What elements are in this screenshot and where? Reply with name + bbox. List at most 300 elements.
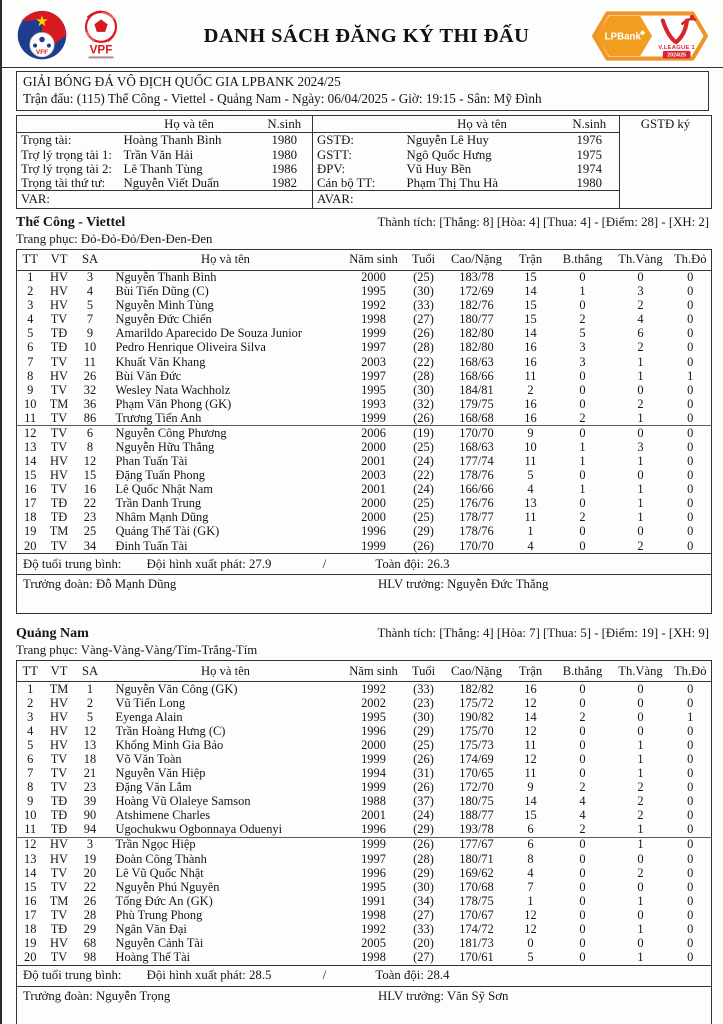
vff-logo-icon — [16, 9, 68, 63]
cell-goals: 0 — [579, 425, 586, 440]
official-born: 1975 — [576, 147, 603, 162]
header-divider — [2, 67, 723, 68]
cell-age: (31) — [413, 766, 434, 781]
cell-born: 1992 — [361, 298, 386, 313]
cell-vt: TV — [50, 440, 68, 454]
cell-hw: 177/67 — [459, 837, 494, 852]
cell-red: 0 — [687, 852, 694, 866]
cell-vt: HV — [50, 284, 68, 299]
vleague-lpbank-badge-icon — [591, 10, 709, 62]
cell-hw: 166/66 — [459, 482, 494, 497]
cell-tt: 17 — [24, 496, 37, 511]
official-born: 1980 — [271, 133, 298, 148]
cell-sa: 12 — [83, 724, 97, 738]
team1-heading — [16, 215, 709, 247]
cell-vt: TV — [50, 355, 68, 369]
cell-tt: 8 — [27, 369, 34, 383]
cell-red: 0 — [687, 780, 694, 795]
cell-matches: 16 — [524, 397, 537, 411]
cell-name: Trần Ngọc Hiệp — [115, 837, 196, 852]
team1-average-age-row: Độ tuổi trung bình: Đội hình xuất phát: 27.9 / Toàn đội: 26.3 — [17, 554, 712, 575]
cell-goals: 0 — [579, 738, 586, 752]
cell-matches: 12 — [524, 724, 537, 738]
player-row — [17, 724, 712, 738]
cell-yellow: 2 — [637, 808, 644, 823]
match-info-box — [16, 71, 709, 111]
cell-age: (26) — [413, 837, 434, 852]
cell-matches: 11 — [524, 454, 537, 469]
col-header-vt: VT — [44, 249, 75, 270]
player-row — [17, 923, 712, 937]
cell-tt: 16 — [24, 482, 37, 497]
player-row — [17, 441, 712, 455]
cell-sa: 26 — [83, 369, 97, 383]
cell-yellow: 1 — [637, 496, 644, 511]
cell-matches: 15 — [524, 808, 537, 823]
officials-row — [17, 133, 712, 148]
cell-born: 1992 — [361, 922, 386, 936]
cell-yellow: 0 — [637, 525, 644, 539]
cell-tt: 16 — [24, 894, 37, 908]
cell-tt: 2 — [27, 284, 34, 299]
cell-vt: TM — [49, 397, 69, 411]
official-role: Trợ lý trọng tài 2: — [21, 161, 112, 176]
cell-name: Nguyễn Văn Công (GK) — [115, 681, 238, 696]
cell-goals: 0 — [579, 894, 586, 908]
cell-matches: 5 — [527, 950, 534, 965]
cell-yellow: 1 — [637, 837, 644, 852]
cell-yellow: 1 — [637, 738, 644, 752]
cell-red: 0 — [687, 298, 694, 313]
col-header-born: N.sinh — [257, 116, 313, 133]
cell-sa: 13 — [83, 738, 97, 752]
cell-yellow: 3 — [637, 440, 644, 454]
var-row — [17, 191, 712, 209]
official-born: 1982 — [271, 175, 298, 190]
cell-red: 0 — [687, 738, 694, 752]
cell-tt: 5 — [27, 326, 34, 341]
cell-goals: 0 — [579, 852, 586, 866]
official-role: Trọng tài thứ tư: — [21, 175, 106, 190]
player-row — [17, 469, 712, 483]
cell-goals: 0 — [579, 837, 586, 852]
cell-tt: 10 — [24, 397, 37, 411]
svg-text:LPBank: LPBank — [604, 31, 641, 43]
cell-red: 0 — [670, 411, 712, 426]
cell-matches: 15 — [524, 270, 537, 285]
cell-tt: 2 — [27, 696, 34, 710]
team2-heading — [16, 626, 709, 658]
cell-matches: 16 — [524, 341, 537, 355]
player-row — [17, 852, 712, 866]
cell-born: 2000 — [361, 270, 386, 285]
cell-vt: HV — [50, 369, 68, 383]
var-label: VAR: — [17, 191, 313, 209]
cell-born: 2003 — [361, 468, 386, 483]
cell-hw: 188/77 — [459, 808, 494, 823]
cell-matches: 9 — [527, 780, 534, 795]
col-header-matches: Trận — [508, 249, 554, 270]
cell-name: Bùi Văn Đức — [115, 369, 182, 383]
cell-red: 0 — [687, 894, 694, 908]
cell-sa: 68 — [83, 936, 97, 951]
cell-tt: 13 — [24, 852, 37, 866]
cell-age: (30) — [413, 880, 434, 894]
cell-sa: 18 — [83, 752, 97, 767]
cell-sa: 5 — [86, 298, 94, 313]
player-row — [17, 937, 712, 951]
cell-born: 2003 — [361, 355, 386, 369]
svg-text:V.LEAGUE 1: V.LEAGUE 1 — [658, 44, 696, 51]
cell-hw: 184/81 — [459, 383, 494, 397]
player-row — [17, 880, 712, 894]
cell-born: 2000 — [361, 738, 386, 752]
cell-age: (23) — [413, 696, 434, 710]
cell-vt: TĐ — [50, 794, 68, 809]
player-row — [17, 710, 712, 724]
player-row — [17, 483, 712, 497]
player-row — [17, 426, 712, 441]
team1-head-coach: HLV trưởng: Nguyễn Đức Thắng — [378, 577, 549, 592]
cell-hw: 168/66 — [459, 369, 494, 383]
team1-staff-row — [17, 575, 712, 614]
cell-name: Nguyễn Cảnh Tài — [115, 936, 204, 951]
cell-hw: 170/70 — [459, 425, 494, 440]
col-header-name: Họ và tên — [106, 661, 346, 682]
cell-yellow: 0 — [637, 681, 644, 696]
cell-tt: 19 — [24, 936, 37, 951]
player-row — [17, 397, 712, 411]
cell-yellow: 1 — [637, 894, 644, 908]
cell-age: (24) — [413, 482, 434, 497]
cell-yellow: 0 — [637, 852, 644, 866]
player-row — [17, 696, 712, 710]
cell-hw: 179/75 — [459, 397, 494, 411]
cell-born: 1988 — [361, 794, 386, 809]
cell-matches: 10 — [524, 440, 537, 454]
cell-hw: 168/63 — [459, 355, 494, 369]
cell-hw: 177/74 — [459, 454, 494, 469]
cell-matches: 14 — [524, 794, 537, 809]
cell-hw: 178/76 — [459, 468, 494, 483]
cell-born: 1993 — [361, 397, 386, 411]
avg-whole-squad: Toàn đội: 28.4 — [375, 968, 450, 983]
cell-born: 2001 — [361, 482, 386, 497]
cell-vt: TV — [50, 780, 68, 795]
cell-vt: TV — [50, 908, 68, 922]
cell-age: (22) — [413, 355, 434, 369]
cell-age: (24) — [413, 808, 434, 823]
cell-goals: 2 — [579, 312, 586, 327]
cell-yellow: 1 — [612, 823, 670, 838]
cell-age: (30) — [413, 383, 434, 397]
official-role: Trợ lý trọng tài 1: — [21, 147, 112, 162]
cell-tt: 19 — [24, 525, 37, 539]
cell-yellow: 6 — [637, 326, 644, 341]
cell-goals: 2 — [579, 780, 586, 795]
cell-age: (25) — [413, 738, 434, 752]
page-title: DANH SÁCH ĐĂNG KÝ THI ĐẤU — [203, 24, 530, 47]
cell-born: 1998 — [361, 908, 386, 922]
cell-tt: 11 — [17, 823, 44, 838]
cell-goals: 0 — [579, 369, 586, 383]
cell-vt: TĐ — [50, 808, 68, 823]
cell-goals: 1 — [579, 482, 586, 497]
cell-born: 1995 — [361, 284, 386, 299]
cell-matches: 7 — [527, 880, 534, 894]
team2-record: Thành tích: [Thắng: 4] [Hòa: 7] [Thua: 5] - [Điểm: 19] - [XH: 9] — [377, 626, 709, 641]
official-name: Nguyễn Viết Duẩn — [123, 175, 220, 190]
team2-average-age-row: Độ tuổi trung bình: Đội hình xuất phát: 28.5 / Toàn đội: 28.4 — [17, 965, 712, 986]
cell-vt: TV — [50, 766, 68, 781]
cell-sa: 6 — [86, 425, 94, 440]
cell-name: Phạm Văn Phong (GK) — [115, 397, 232, 411]
cell-hw: 182/76 — [459, 298, 494, 313]
team2-kit: Trang phục: Vàng-Vàng-Vàng/Tím-Trắng-Tím — [16, 643, 258, 658]
cell-vt: HV — [50, 468, 68, 483]
cell-matches: 11 — [524, 510, 537, 525]
player-row — [17, 383, 712, 397]
cell-sa: 22 — [83, 880, 97, 894]
cell-name: Trần Danh Trung — [115, 496, 202, 511]
cell-name: Hoàng Vũ Olaleye Samson — [115, 794, 251, 809]
cell-name: Khuất Văn Khang — [115, 355, 206, 369]
cell-sa: 5 — [86, 710, 94, 724]
cell-sa: 98 — [83, 950, 97, 965]
cell-matches: 2 — [527, 383, 534, 397]
player-row — [17, 894, 712, 908]
cell-red: 0 — [687, 950, 694, 965]
cell-matches: 4 — [527, 866, 534, 880]
col-header-name: Họ và tên — [106, 249, 346, 270]
cell-age: (28) — [413, 852, 434, 866]
cell-red: 0 — [687, 454, 694, 469]
col-header-name: Họ và tên — [122, 116, 257, 133]
cell-born: 2000 — [361, 496, 386, 511]
cell-vt: HV — [50, 738, 68, 752]
cell-name: Bùi Tiến Dũng (C) — [115, 284, 209, 299]
col-header-tt: TT — [17, 661, 44, 682]
official-born: 1974 — [576, 161, 603, 176]
cell-red: 0 — [687, 425, 694, 440]
cell-born: 1998 — [361, 950, 386, 965]
cell-matches: 0 — [527, 936, 534, 951]
cell-born: 1999 — [346, 411, 402, 426]
cell-red: 0 — [687, 908, 694, 922]
official-name: Trần Văn Hải — [123, 147, 194, 162]
cell-sa: 28 — [83, 908, 97, 922]
cell-vt: TM — [49, 894, 69, 908]
cell-age: (25) — [413, 496, 434, 511]
cell-age: (26) — [413, 326, 434, 341]
cell-tt: 11 — [17, 411, 44, 426]
cell-goals: 0 — [579, 880, 586, 894]
player-row — [17, 411, 712, 426]
cell-red: 0 — [687, 866, 694, 880]
player-row — [17, 525, 712, 539]
player-row — [17, 951, 712, 966]
cell-red: 0 — [687, 794, 694, 809]
cell-matches: 14 — [524, 710, 537, 724]
cell-yellow: 2 — [637, 866, 644, 880]
cell-red: 0 — [687, 397, 694, 411]
cell-matches: 6 — [527, 837, 534, 852]
team2-staff-row — [17, 986, 712, 1024]
cell-born: 1999 — [361, 326, 386, 341]
team2-head-coach: HLV trưởng: Văn Sỹ Sơn — [378, 988, 509, 1003]
cell-name: Nguyễn Minh Tùng — [115, 298, 214, 313]
cell-tt: 15 — [24, 880, 37, 894]
cell-red: 0 — [687, 341, 694, 355]
cell-matches: 1 — [527, 894, 534, 908]
cell-born: 2005 — [361, 936, 386, 951]
cell-born: 1998 — [361, 312, 386, 327]
cell-born: 1996 — [361, 724, 386, 738]
cell-tt: 13 — [24, 440, 37, 454]
official-role: GSTĐ: — [313, 133, 405, 148]
cell-hw: 182/80 — [459, 326, 494, 341]
cell-red: 0 — [687, 468, 694, 483]
cell-age: (37) — [413, 794, 434, 809]
cell-sa: 26 — [83, 894, 97, 908]
cell-tt: 15 — [24, 468, 37, 483]
cell-red: 1 — [687, 369, 694, 383]
cell-vt: TV — [44, 411, 75, 426]
officials-row — [17, 148, 712, 162]
cell-red: 0 — [687, 383, 694, 397]
cell-goals: 0 — [579, 298, 586, 313]
cell-sa: 20 — [83, 866, 97, 880]
cell-tt: 20 — [24, 950, 37, 965]
cell-yellow: 2 — [637, 298, 644, 313]
cell-tt: 7 — [27, 355, 34, 369]
player-row — [17, 327, 712, 341]
cell-age: (29) — [413, 724, 434, 738]
avg-starting-xi: Đội hình xuất phát: 27.9 — [146, 556, 272, 571]
cell-goals: 1 — [579, 284, 586, 299]
cell-matches: 11 — [524, 369, 537, 383]
cell-yellow: 0 — [637, 724, 644, 738]
cell-age: (27) — [413, 312, 434, 327]
official-name: Lê Thanh Tùng — [123, 161, 203, 176]
player-row — [17, 341, 712, 355]
cell-sa: 2 — [86, 696, 94, 710]
official-born: 1980 — [271, 147, 298, 162]
cell-goals: 0 — [579, 496, 586, 511]
cell-sa: 4 — [86, 284, 94, 299]
cell-age: (30) — [413, 710, 434, 724]
team1-players — [17, 270, 712, 554]
cell-sa: 12 — [83, 454, 97, 469]
cell-hw: 180/77 — [459, 312, 494, 327]
col-header-goals: B.thắng — [554, 249, 612, 270]
cell-sa: 22 — [83, 496, 97, 511]
cell-matches: 5 — [527, 468, 534, 483]
cell-goals: 0 — [579, 724, 586, 738]
cell-yellow: 0 — [637, 936, 644, 951]
cell-matches: 6 — [508, 823, 554, 838]
cell-matches: 14 — [524, 326, 537, 341]
team2-manager: Trưởng đoàn: Nguyễn Trọng — [23, 988, 171, 1003]
team1-manager: Trưởng đoàn: Đỗ Mạnh Dũng — [23, 577, 177, 592]
cell-born: 1999 — [361, 752, 386, 767]
cell-hw: 180/75 — [459, 794, 494, 809]
cell-sa: 94 — [75, 823, 106, 838]
cell-vt: TĐ — [50, 496, 68, 511]
cell-tt: 18 — [24, 922, 37, 936]
cell-red: 0 — [687, 510, 694, 525]
league-badge — [589, 10, 709, 62]
cell-goals: 0 — [579, 270, 586, 285]
cell-yellow: 1 — [637, 454, 644, 469]
cell-matches: 8 — [527, 852, 534, 866]
cell-goals: 5 — [579, 326, 586, 341]
cell-vt: TV — [50, 539, 68, 553]
players-header-row — [17, 661, 712, 682]
cell-yellow: 0 — [637, 880, 644, 894]
cell-born: 1992 — [361, 681, 386, 696]
cell-red: 0 — [687, 482, 694, 497]
cell-name: Atshimene Charles — [115, 808, 211, 823]
col-header-yellow: Th.Vàng — [612, 661, 670, 682]
cell-tt: 3 — [27, 710, 34, 724]
player-row — [17, 795, 712, 809]
cell-age: (32) — [413, 397, 434, 411]
cell-hw: 170/65 — [459, 766, 494, 781]
cell-name: Đặng Văn Lắm — [115, 780, 192, 795]
players-header-row — [17, 249, 712, 270]
team1-name: Thể Công - Viettel — [16, 214, 126, 230]
player-row — [17, 908, 712, 922]
cell-red: 0 — [687, 355, 694, 369]
cell-yellow: 0 — [637, 696, 644, 710]
cell-vt: TV — [50, 752, 68, 767]
cell-goals: 4 — [579, 808, 586, 823]
player-row — [17, 355, 712, 369]
cell-tt: 14 — [24, 866, 37, 880]
cell-born: 1999 — [361, 539, 386, 553]
cell-sa: 23 — [83, 510, 97, 525]
official-name: Phạm Thị Thu Hà — [406, 175, 499, 190]
cell-yellow: 2 — [637, 780, 644, 795]
cell-vt: HV — [50, 837, 68, 852]
cell-goals: 0 — [579, 922, 586, 936]
cell-yellow: 1 — [637, 950, 644, 965]
cell-age: (19) — [413, 425, 434, 440]
cell-goals: 1 — [579, 440, 586, 454]
official-name: Hoàng Thanh Bình — [123, 133, 222, 148]
cell-vt: TV — [50, 950, 68, 965]
cell-red: 0 — [687, 539, 694, 553]
cell-name: Eyenga Alain — [115, 710, 183, 724]
avar-label: AVAR: — [313, 191, 620, 209]
cell-age: (27) — [413, 908, 434, 922]
cell-age: (30) — [413, 284, 434, 299]
cell-sa: 29 — [83, 922, 97, 936]
cell-hw: 170/70 — [459, 539, 494, 553]
cell-yellow: 0 — [637, 425, 644, 440]
cell-sa: 3 — [86, 837, 94, 852]
official-born: 1976 — [576, 133, 603, 148]
cell-goals: 0 — [579, 908, 586, 922]
cell-matches: 1 — [527, 525, 534, 539]
cell-vt: TĐ — [50, 510, 68, 525]
cell-matches: 16 — [524, 681, 537, 696]
cell-tt: 10 — [24, 808, 37, 823]
cell-hw: 170/61 — [459, 950, 494, 965]
col-header-born: Năm sinh — [346, 249, 402, 270]
avg-whole-squad: Toàn đội: 26.3 — [375, 556, 450, 571]
